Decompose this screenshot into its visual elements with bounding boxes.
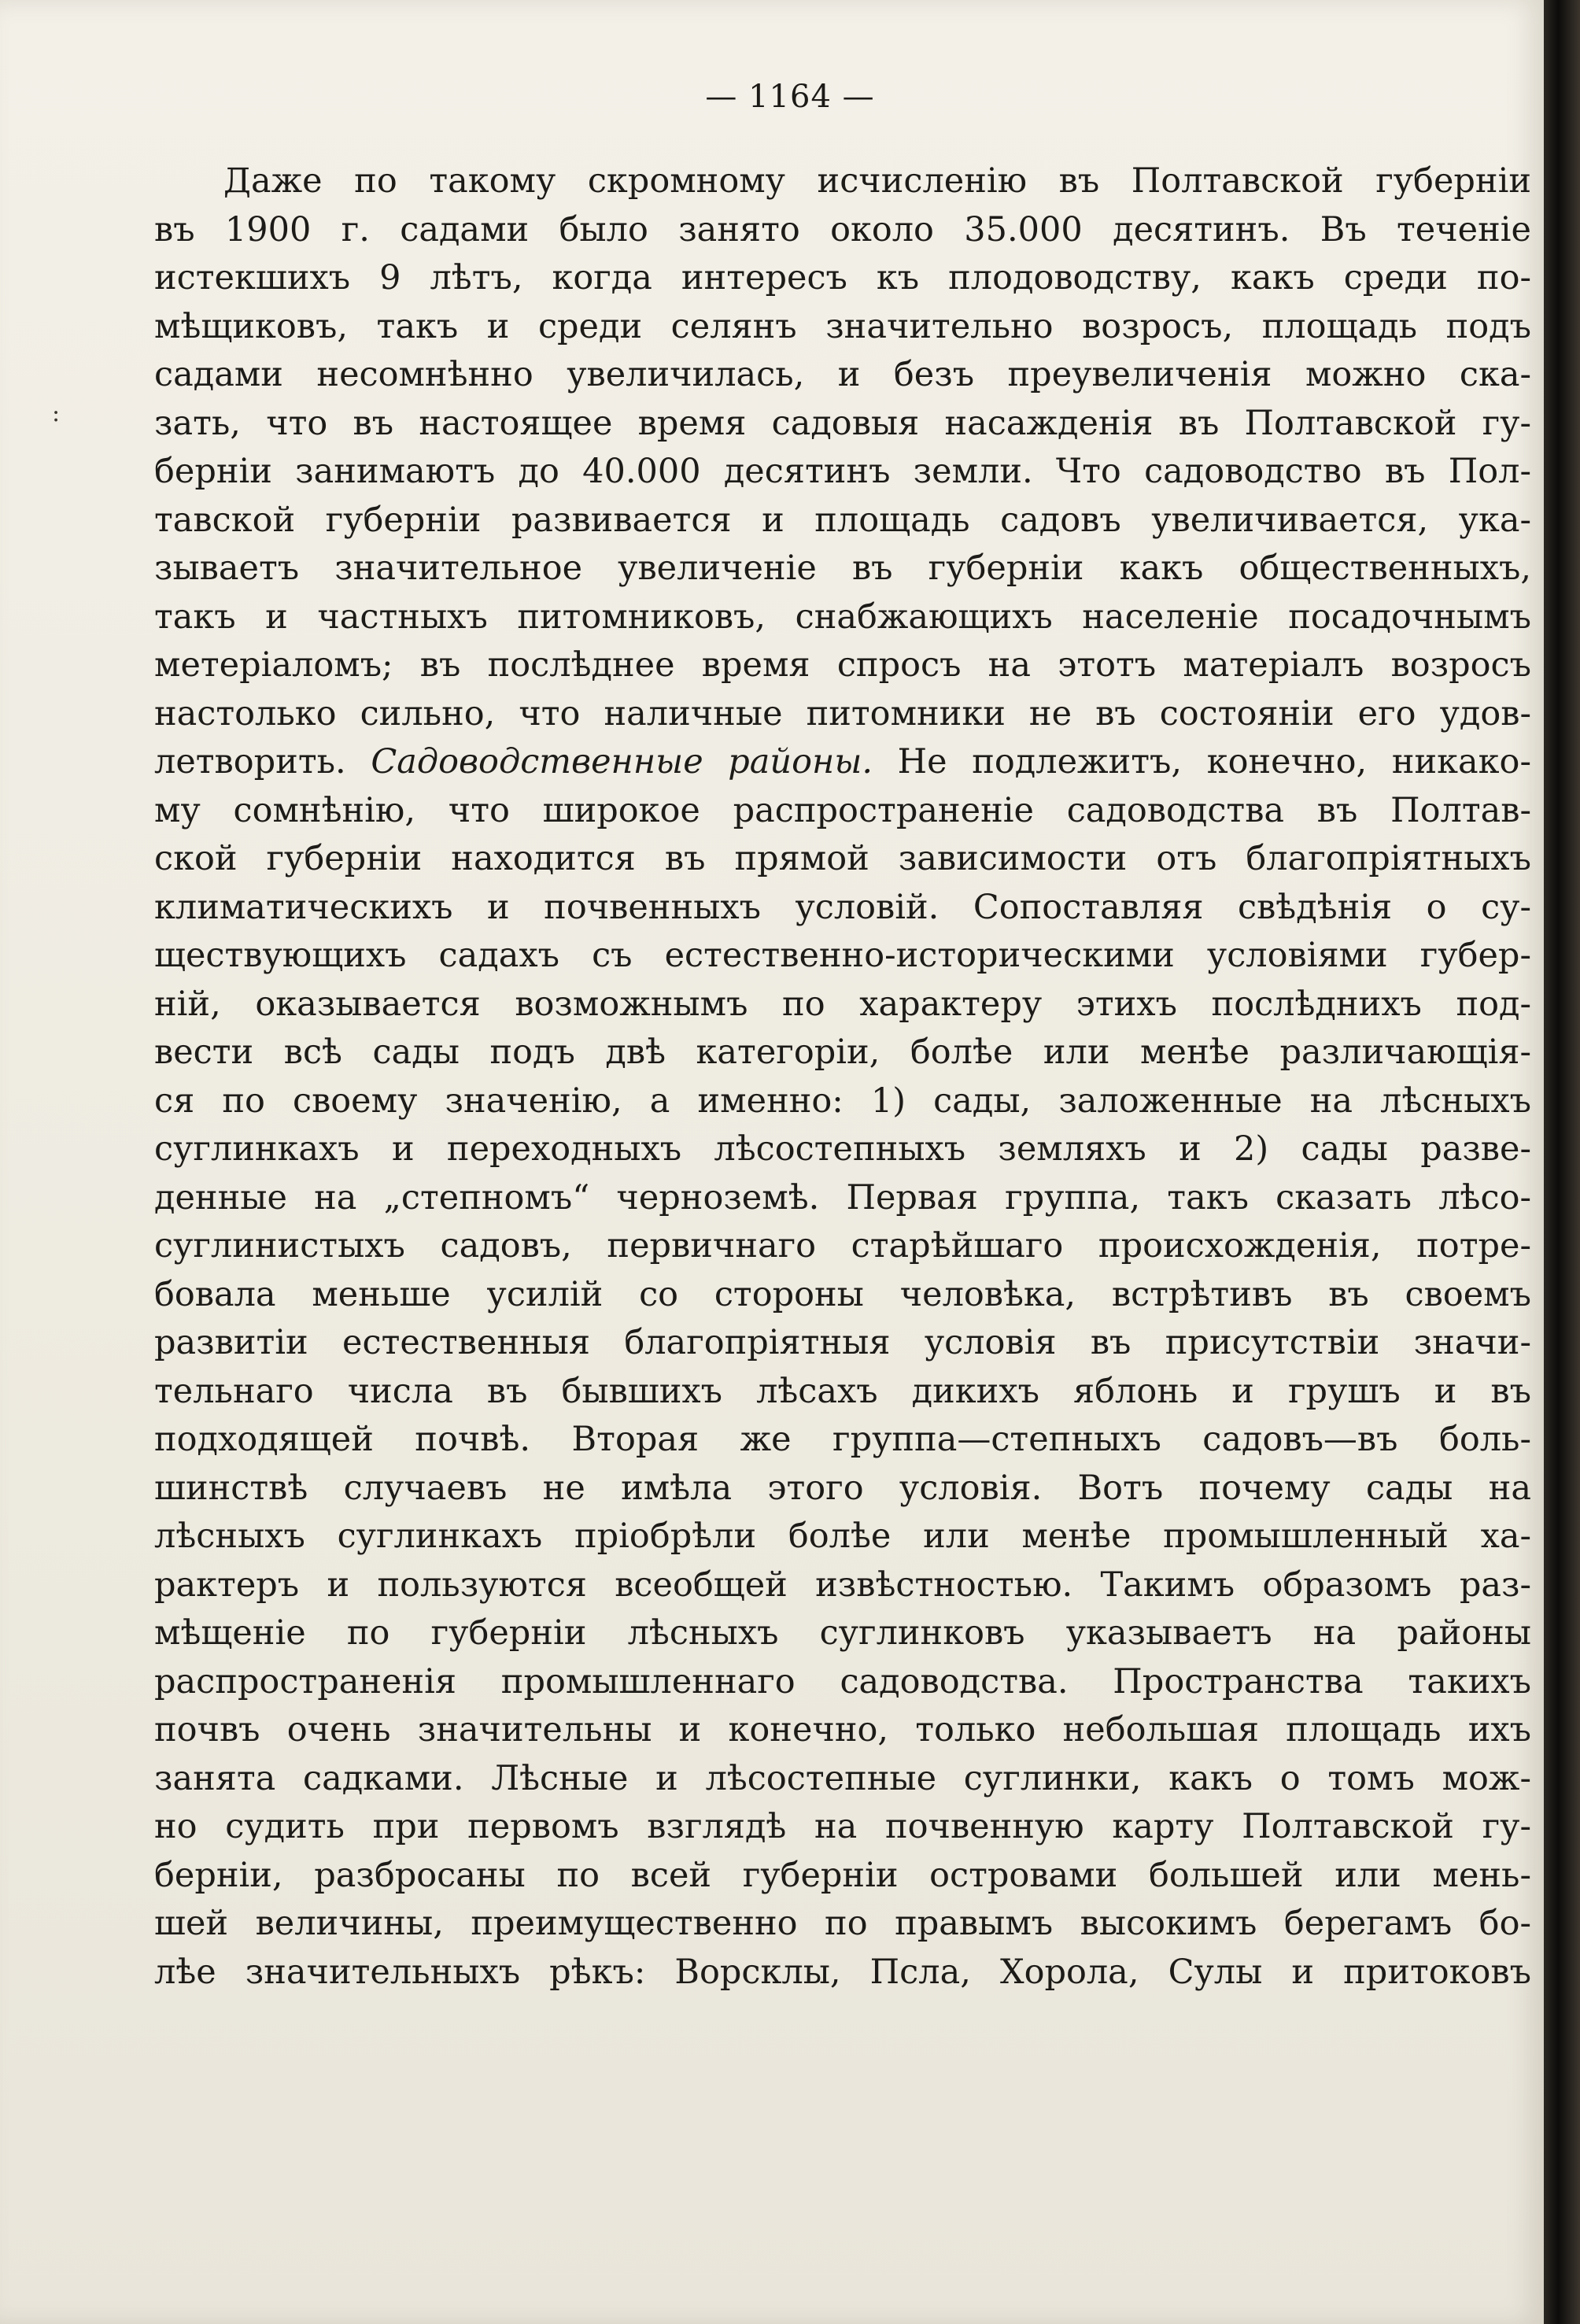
- text-line: истекшихъ 9 лѣтъ, когда интересъ къ плодоводству, какъ среди по-: [154, 258, 1531, 297]
- text-line: подходящей почвѣ. Вторая же группа—степныхъ садовъ—въ боль-: [154, 1420, 1531, 1459]
- text-line: Даже по такому скромному исчисленію въ Полтавской губерніи: [223, 161, 1531, 201]
- text-line: распространенія промышленнаго садоводства. Пространства такихъ: [154, 1661, 1531, 1701]
- text-line: въ 1900 г. садами было занято около 35.000 десятинъ. Въ теченіе: [154, 209, 1531, 249]
- text-line: лѣсныхъ суглинкахъ пріобрѣли болѣе или менѣе промышленный ха-: [154, 1517, 1531, 1556]
- text-segment: летворить.: [154, 742, 346, 781]
- text-line: зать, что въ настоящее время садовыя насажденія въ Полтавской гу-: [154, 403, 1531, 443]
- text-line: лѣе значительныхъ рѣкъ: Ворсклы, Псла, Хорола, Сулы и притоковъ: [154, 1952, 1531, 1992]
- text-line: суглинкахъ и переходныхъ лѣсостепныхъ земляхъ и 2) сады разве-: [154, 1129, 1531, 1169]
- text-line: берніи, разбросаны по всей губерніи островами большей или мень-: [154, 1855, 1531, 1895]
- text-line: развитіи естественныя благопріятныя условія въ присутствіи значи-: [154, 1323, 1531, 1362]
- text-line: зываетъ значительное увеличеніе въ губерніи какъ общественныхъ,: [154, 549, 1531, 588]
- text-line: климатическихъ и почвенныхъ условій. Сопоставляя свѣдѣнія о су-: [154, 887, 1531, 927]
- body-text: [154, 157, 1531, 1997]
- text-line: такъ и частныхъ питомниковъ, снабжающихъ населеніе посадочнымъ: [154, 597, 1531, 637]
- page-number: — 1164 —: [705, 79, 875, 115]
- text-line: му сомнѣнію, что широкое распространеніе садоводства въ Полтав-: [154, 790, 1531, 830]
- text-line: мѣщиковъ, такъ и среди селянъ значительно возросъ, площадь подъ: [154, 306, 1531, 346]
- text-line: мѣщеніе по губерніи лѣсныхъ суглинковъ указываетъ на районы: [154, 1613, 1531, 1653]
- text-line: ся по своему значенію, а именно: 1) сады, заложенные на лѣсныхъ: [154, 1081, 1531, 1121]
- text-line: занята садками. Лѣсные и лѣсостепные суглинки, какъ о томъ мож-: [154, 1758, 1531, 1798]
- text-line: шинствѣ случаевъ не имѣла этого условія. Вотъ почему сады на: [154, 1468, 1531, 1508]
- text-line: шей величины, преимущественно по правымъ высокимъ берегамъ бо-: [154, 1904, 1531, 1943]
- text-line: суглинистыхъ садовъ, первичнаго старѣйшаго происхожденія, потре-: [154, 1226, 1531, 1265]
- section-heading-italic: Садоводственные районы.: [371, 742, 873, 781]
- text-line-with-italic: [154, 738, 1531, 787]
- text-line: почвъ очень значительны и конечно, только небольшая площадь ихъ: [154, 1710, 1531, 1749]
- text-line: бовала меньше усилій со стороны человѣка, встрѣтивъ въ своемъ: [154, 1274, 1531, 1314]
- text-line: ской губерніи находится въ прямой зависимости отъ благопріятныхъ: [154, 839, 1531, 878]
- text-line: ній, оказывается возможнымъ по характеру этихъ послѣднихъ под-: [154, 984, 1531, 1024]
- text-line: ществующихъ садахъ съ естественно-историческими условіями губер-: [154, 936, 1531, 975]
- text-line: но судить при первомъ взглядѣ на почвенную карту Полтавской гу-: [154, 1807, 1531, 1846]
- margin-mark: :: [52, 400, 61, 427]
- text-line: тавской губерніи развивается и площадь садовъ увеличивается, ука-: [154, 500, 1531, 540]
- book-binding-edge: [1544, 0, 1580, 2324]
- text-line: берніи занимаютъ до 40.000 десятинъ земли. Что садоводство въ Пол-: [154, 452, 1531, 491]
- text-line: вести всѣ сады подъ двѣ категоріи, болѣе или менѣе различающія-: [154, 1033, 1531, 1072]
- text-line: настолько сильно, что наличные питомники не въ состояніи его удов-: [154, 693, 1531, 733]
- text-segment: Не подлежитъ, конечно, никако-: [897, 742, 1531, 781]
- text-line: тельнаго числа въ бывшихъ лѣсахъ дикихъ яблонь и грушъ и въ: [154, 1371, 1531, 1411]
- text-line: метеріаломъ; въ послѣднее время спросъ на этотъ матеріалъ возросъ: [154, 645, 1531, 685]
- text-line: рактеръ и пользуются всеобщей извѣстностью. Такимъ образомъ раз-: [154, 1565, 1531, 1605]
- text-line: денные на „степномъ“ черноземѣ. Первая группа, такъ сказать лѣсо-: [154, 1177, 1531, 1217]
- text-line: садами несомнѣнно увеличилась, и безъ преувеличенія можно ска-: [154, 355, 1531, 394]
